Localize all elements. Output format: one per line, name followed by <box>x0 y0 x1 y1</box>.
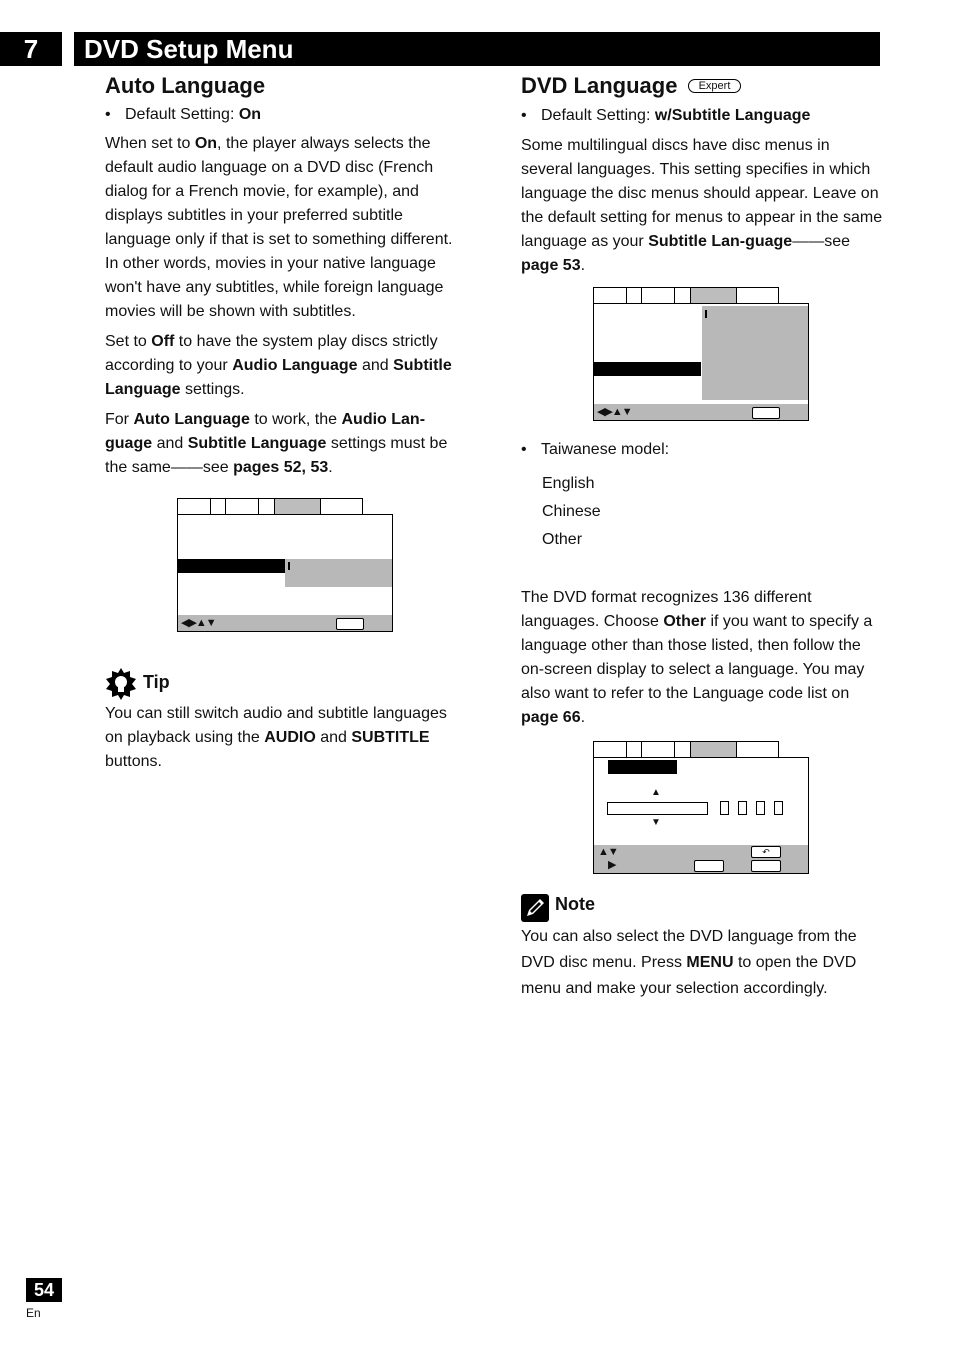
screen-tabs <box>177 498 363 514</box>
digit-box <box>720 801 729 815</box>
highlight-row <box>594 362 701 376</box>
digit-box <box>738 801 747 815</box>
arrow-keys-icon: ◀▶▲▼ <box>597 406 632 418</box>
tab-active <box>275 499 321 514</box>
option-panel <box>702 306 808 400</box>
paragraph: You can still switch audio and subtitle languages on playback using the AUDIO and SUBTITLE buttons. <box>105 705 447 770</box>
option-english: English <box>542 475 595 492</box>
right-arrow-icon: ▶ <box>608 859 616 871</box>
taiwan-options <box>542 470 601 554</box>
note-body <box>521 924 883 1008</box>
note-label: Note <box>555 894 595 914</box>
osd-button <box>694 860 724 872</box>
tip-label: Tip <box>143 672 170 692</box>
screen-tabs <box>593 741 779 757</box>
taiwan-bullet: • Taiwanese model: <box>521 441 670 458</box>
tip-body <box>105 702 467 780</box>
osd-button <box>751 860 781 872</box>
dvd-language-heading: DVD Language Expert <box>521 73 741 99</box>
dvd-language-default: • Default Setting: w/Subtitle Language <box>521 107 811 124</box>
arrow-keys-icon: ▲▼ <box>598 846 618 858</box>
chapter-title: DVD Setup Menu <box>74 32 880 66</box>
paragraph: When set to On, the player always selects the default audio language on a DVD disc (French dialog for a French movie, for example), and displays subtitles in your preferred subtitle language only if that is set to something different. In other words, movies in your native language won't have any subtitles, while foreign language movies will be shown with subtitles. <box>105 135 453 320</box>
lightbulb-icon <box>105 668 137 700</box>
arrow-keys-icon: ◀▶▲▼ <box>181 617 216 629</box>
expert-badge: Expert <box>688 79 742 93</box>
digit-box <box>756 801 765 815</box>
option-other: Other <box>542 531 583 548</box>
language-code: En <box>26 1306 41 1320</box>
highlight-row <box>608 760 677 774</box>
paragraph: For Auto Language to work, the Audio Lan-guage and Subtitle Language settings must be the same——see pages 52, 53. <box>105 411 448 476</box>
tab <box>178 499 211 514</box>
osd-button <box>752 407 780 419</box>
paragraph: Some multilingual discs have disc menus in several languages. This setting specifies in which language the disc menus should appear. Leave on the default setting for menus to appear in the same language as your Subtitle Lan-guage——see page 53. <box>521 137 883 274</box>
default-prefix: Default Setting: <box>125 106 239 123</box>
osd-button <box>336 618 364 630</box>
auto-language-heading: Auto Language <box>105 73 266 98</box>
osd-screen-language-code <box>593 757 809 874</box>
return-icon: ↶ <box>751 846 781 858</box>
tab <box>226 499 259 514</box>
screen-tabs <box>593 287 779 303</box>
auto-language-default: • Default Setting: On <box>105 106 262 123</box>
tab <box>321 499 362 514</box>
pencil-icon <box>521 894 549 922</box>
osd-screen-dvd-language <box>593 303 809 421</box>
default-value: On <box>238 106 262 123</box>
tab <box>211 499 227 514</box>
down-arrow-icon: ▼ <box>651 817 661 828</box>
chapter-number: 7 <box>0 32 62 66</box>
paragraph: Set to Off to have the system play discs strictly according to your Audio Language and Subtitle Language settings. <box>105 333 452 398</box>
paragraph: You can also select the DVD language from the DVD disc menu. Press MENU to open the DVD menu and make your selection accordingly. <box>521 928 857 997</box>
digit-box <box>774 801 783 815</box>
option-chinese: Chinese <box>542 503 601 520</box>
code-field <box>607 802 708 815</box>
cursor-mark <box>705 310 707 318</box>
option-panel <box>285 559 392 587</box>
auto-language-body <box>105 132 467 486</box>
cursor-mark <box>288 562 290 570</box>
tab <box>259 499 275 514</box>
dvd-language-body <box>521 134 883 284</box>
up-arrow-icon: ▲ <box>651 787 661 798</box>
osd-screen-auto-language <box>177 514 393 632</box>
page-number: 54 <box>26 1278 62 1302</box>
highlight-row <box>178 559 285 573</box>
paragraph: The DVD format recognizes 136 different languages. Choose Other if you want to specify a language other than those listed, then follow the on-screen display to select a language. You may also want to refer to the Language code list on page 66. <box>521 589 873 726</box>
dvd-language-body-2 <box>521 586 883 736</box>
